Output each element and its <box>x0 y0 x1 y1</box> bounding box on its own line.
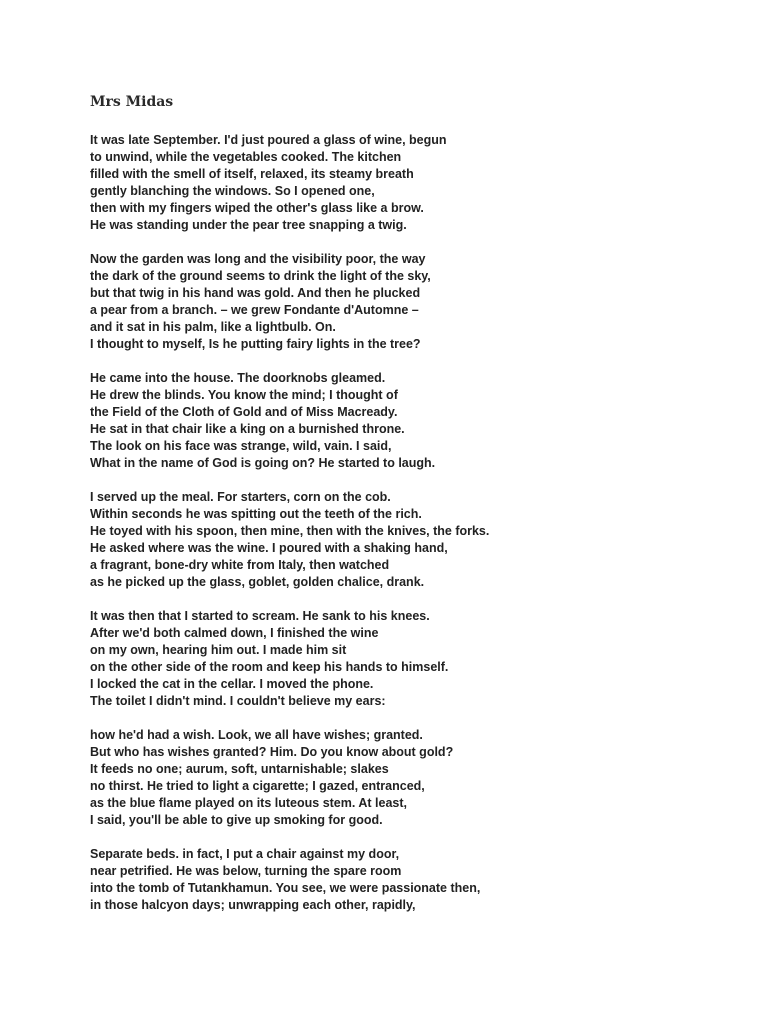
poem-line: Now the garden was long and the visibility poor, the way <box>90 252 426 266</box>
poem-line: I said, you'll be able to give up smoking for good. <box>90 813 383 827</box>
poem-line: After we'd both calmed down, I finished the wine <box>90 626 379 640</box>
poem-line: a pear from a branch. – we grew Fondante d'Automne – <box>90 303 419 317</box>
stanza <box>90 132 768 234</box>
poem-line: He was standing under the pear tree snapping a twig. <box>90 218 407 232</box>
poem-line: into the tomb of Tutankhamun. You see, we were passionate then, <box>90 881 481 895</box>
poem-line: to unwind, while the vegetables cooked. The kitchen <box>90 150 402 164</box>
stanza <box>90 251 768 353</box>
poem-line: in those halcyon days; unwrapping each other, rapidly, <box>90 898 416 912</box>
poem-line: What in the name of God is going on? He started to laugh. <box>90 456 436 470</box>
poem-line: It was then that I started to scream. He sank to his knees. <box>90 609 430 623</box>
poem-line: I served up the meal. For starters, corn on the cob. <box>90 490 391 504</box>
stanza <box>90 727 768 829</box>
poem-line: as the blue flame played on its luteous stem. At least, <box>90 796 407 810</box>
stanza <box>90 370 768 472</box>
poem-line: on my own, hearing him out. I made him sit <box>90 643 347 657</box>
stanza <box>90 608 768 710</box>
poem-line: He came into the house. The doorknobs gleamed. <box>90 371 386 385</box>
poem-line: The toilet I didn't mind. I couldn't believe my ears: <box>90 694 386 708</box>
poem-line: He drew the blinds. You know the mind; I thought of <box>90 388 398 402</box>
poem-body <box>90 132 768 914</box>
poem-line: as he picked up the glass, goblet, golden chalice, drank. <box>90 575 425 589</box>
poem-line: He asked where was the wine. I poured with a shaking hand, <box>90 541 448 555</box>
poem-line: The look on his face was strange, wild, vain. I said, <box>90 439 392 453</box>
poem-line: then with my fingers wiped the other's glass like a brow. <box>90 201 424 215</box>
poem-line: no thirst. He tried to light a cigarette; I gazed, entranced, <box>90 779 425 793</box>
poem-line: a fragrant, bone-dry white from Italy, then watched <box>90 558 390 572</box>
poem-line: but that twig in his hand was gold. And then he plucked <box>90 286 421 300</box>
poem-line: near petrified. He was below, turning the spare room <box>90 864 402 878</box>
poem-line: and it sat in his palm, like a lightbulb. On. <box>90 320 336 334</box>
poem-line: But who has wishes granted? Him. Do you know about gold? <box>90 745 454 759</box>
poem-line: It was late September. I'd just poured a glass of wine, begun <box>90 133 447 147</box>
stanza <box>90 846 768 914</box>
poem-line: filled with the smell of itself, relaxed, its steamy breath <box>90 167 414 181</box>
poem-line: It feeds no one; aurum, soft, untarnishable; slakes <box>90 762 389 776</box>
poem-line: the Field of the Cloth of Gold and of Miss Macready. <box>90 405 398 419</box>
poem-line: gently blanching the windows. So I opened one, <box>90 184 375 198</box>
poem-line: I locked the cat in the cellar. I moved the phone. <box>90 677 374 691</box>
poem-line: Separate beds. in fact, I put a chair against my door, <box>90 847 400 861</box>
poem-line: on the other side of the room and keep his hands to himself. <box>90 660 449 674</box>
poem-title: Mrs Midas <box>90 94 174 110</box>
poem-line: I thought to myself, Is he putting fairy lights in the tree? <box>90 337 421 351</box>
poem-line: He sat in that chair like a king on a burnished throne. <box>90 422 405 436</box>
stanza <box>90 489 768 591</box>
poem-line: the dark of the ground seems to drink the light of the sky, <box>90 269 431 283</box>
poem-line: He toyed with his spoon, then mine, then with the knives, the forks. <box>90 524 490 538</box>
poem-line: Within seconds he was spitting out the teeth of the rich. <box>90 507 422 521</box>
poem-line: how he'd had a wish. Look, we all have wishes; granted. <box>90 728 423 742</box>
